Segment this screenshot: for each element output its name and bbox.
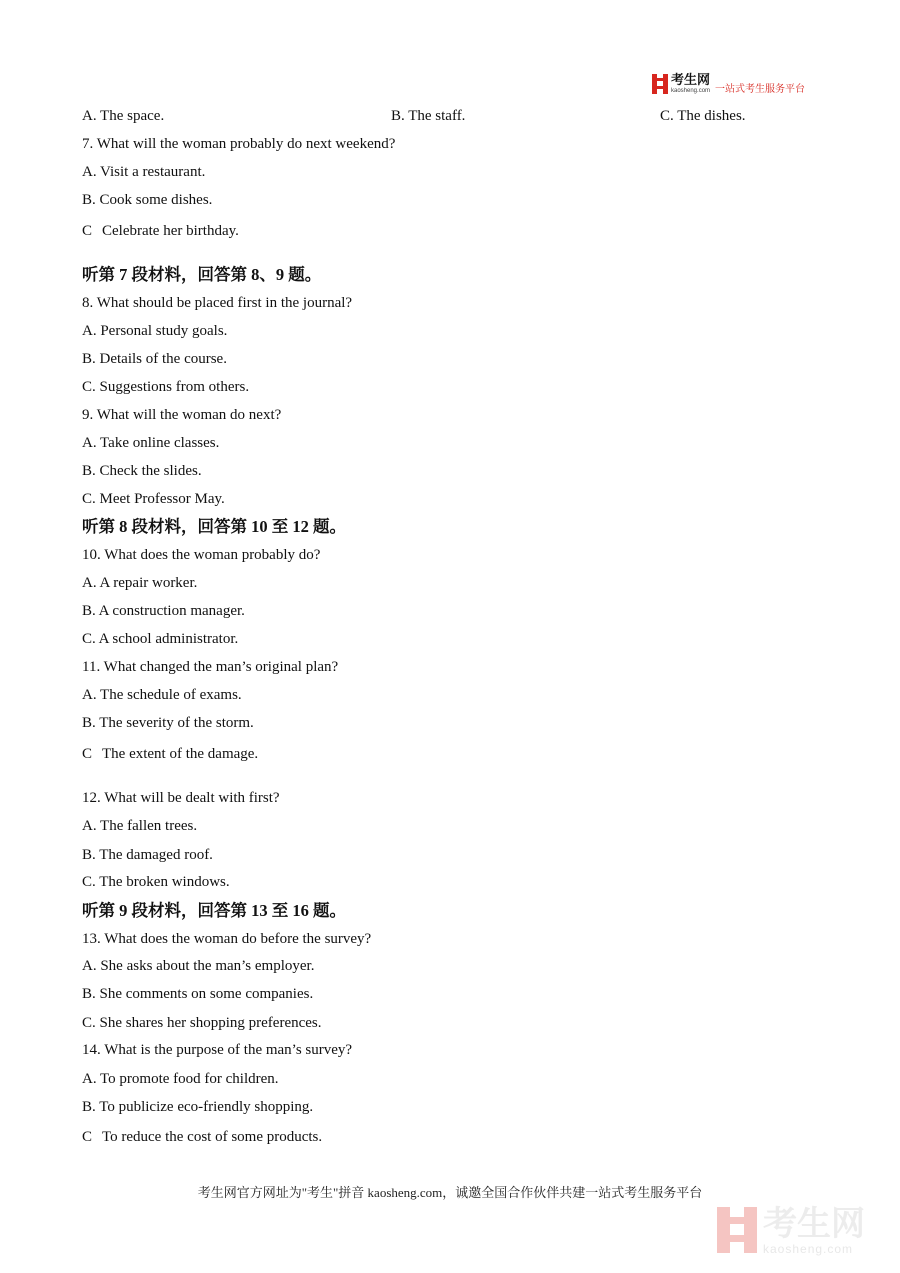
q13-option-c: C. She shares her shopping preferences. xyxy=(82,1015,322,1031)
question-8: 8. What should be placed first in the journal? xyxy=(82,295,353,311)
q6-option-b: B. The staff. xyxy=(391,108,466,124)
page-footer: 考生网官方网址为"考生"拼音 kaosheng.com，诚邀全国合作伙伴共建一站式考生服务平台 xyxy=(197,1185,703,1200)
q11-option-b: B. The severity of the storm. xyxy=(82,715,254,731)
section-heading-8: 听第 8 段材料，回答第 10 至 12 题。 xyxy=(82,517,346,536)
logo-text: 考生网 xyxy=(671,73,711,88)
q7-option-c xyxy=(82,222,239,240)
option-letter: C xyxy=(82,1129,93,1145)
question-11: 11. What changed the man’s original plan? xyxy=(82,659,339,675)
q9-option-b: B. Check the slides. xyxy=(82,463,202,479)
watermark-text: 考生网 xyxy=(763,1204,865,1244)
q10-option-b: B. A construction manager. xyxy=(82,603,245,619)
question-12: 12. What will be dealt with first? xyxy=(82,790,280,806)
q8-option-a: A. Personal study goals. xyxy=(82,323,228,339)
q12-option-c: C. The broken windows. xyxy=(82,874,230,890)
watermark-domain: kaosheng.com xyxy=(763,1242,854,1256)
question-13: 13. What does the woman do before the survey? xyxy=(82,931,372,947)
kaosheng-logo-icon xyxy=(652,74,668,94)
q7-option-a: A. Visit a restaurant. xyxy=(82,164,206,180)
q13-option-a: A. She asks about the man’s employer. xyxy=(82,958,315,974)
q8-option-c: C. Suggestions from others. xyxy=(82,379,250,395)
option-letter: C xyxy=(82,223,93,239)
header-logo xyxy=(652,73,805,95)
kaosheng-watermark-icon xyxy=(717,1207,757,1253)
q14-option-b: B. To publicize eco-friendly shopping. xyxy=(82,1099,314,1115)
section-heading-9: 听第 9 段材料，回答第 13 至 16 题。 xyxy=(82,901,346,920)
question-9: 9. What will the woman do next? xyxy=(82,407,282,423)
question-10: 10. What does the woman probably do? xyxy=(82,547,321,563)
q6-option-c: C. The dishes. xyxy=(660,108,746,124)
option-letter: C xyxy=(82,746,93,762)
question-7: 7. What will the woman probably do next weekend? xyxy=(82,136,396,152)
section-heading-7: 听第 7 段材料，回答第 8、9 题。 xyxy=(82,265,322,284)
option-text: Celebrate her birthday. xyxy=(102,223,239,239)
q10-option-a: A. A repair worker. xyxy=(82,575,198,591)
logo-domain: kaosheng.com xyxy=(671,88,711,94)
logo-slogan: 一站式考生服务平台 xyxy=(715,83,806,95)
q11-option-a: A. The schedule of exams. xyxy=(82,687,242,703)
watermark xyxy=(717,1204,865,1256)
q9-option-a: A. Take online classes. xyxy=(82,435,220,451)
q12-option-a: A. The fallen trees. xyxy=(82,818,198,834)
q13-option-b: B. She comments on some companies. xyxy=(82,986,314,1002)
question-14: 14. What is the purpose of the man’s survey? xyxy=(82,1042,353,1058)
option-text: The extent of the damage. xyxy=(102,746,259,762)
q12-option-b: B. The damaged roof. xyxy=(82,847,213,863)
q14-option-a: A. To promote food for children. xyxy=(82,1071,279,1087)
q14-option-c xyxy=(82,1128,322,1146)
option-text: To reduce the cost of some products. xyxy=(102,1129,323,1145)
q6-option-a: A. The space. xyxy=(82,108,165,124)
q11-option-c xyxy=(82,745,258,763)
q8-option-b: B. Details of the course. xyxy=(82,351,227,367)
q7-option-b: B. Cook some dishes. xyxy=(82,192,213,208)
q10-option-c: C. A school administrator. xyxy=(82,631,239,647)
q9-option-c: C. Meet Professor May. xyxy=(82,491,225,507)
